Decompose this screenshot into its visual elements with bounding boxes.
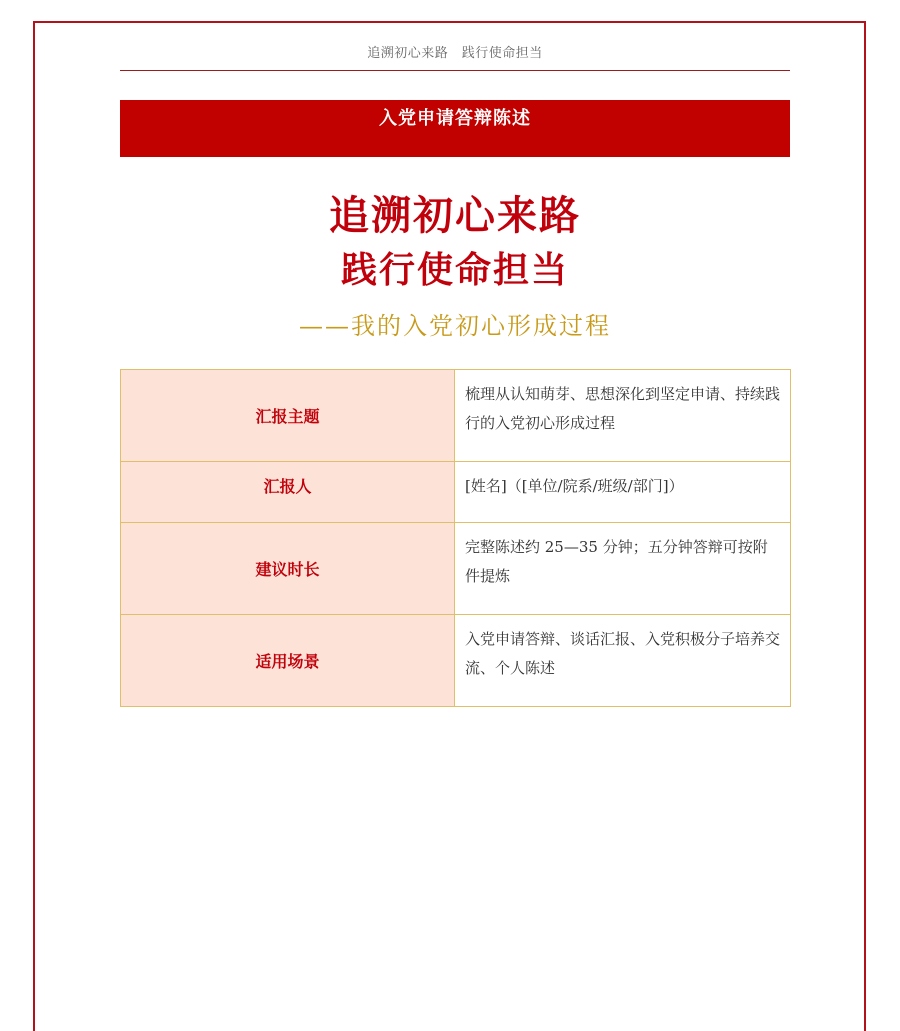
running-header: 追溯初心来路 践行使命担当 — [367, 46, 543, 61]
banner-title: 入党申请答辩陈述 — [379, 108, 531, 129]
header-rule — [120, 70, 790, 71]
page-title-line-1: 追溯初心来路 — [329, 193, 581, 239]
info-table — [120, 369, 791, 707]
table-row — [121, 523, 791, 615]
page-title-line-2: 践行使命担当 — [340, 250, 569, 291]
banner — [120, 100, 790, 157]
row-label: 适用场景 — [121, 615, 455, 707]
row-value: 完整陈述约 25—35 分钟；五分钟答辩可按附件提炼 — [455, 523, 791, 615]
row-label: 建议时长 — [121, 523, 455, 615]
row-label: 汇报人 — [121, 462, 455, 523]
page-subtitle: ——我的入党初心形成过程 — [299, 312, 611, 340]
table-row — [121, 615, 791, 707]
row-value: 入党申请答辩、谈话汇报、入党积极分子培养交流、个人陈述 — [455, 615, 791, 707]
table-row — [121, 462, 791, 523]
row-label: 汇报主题 — [121, 370, 455, 462]
table-row — [121, 370, 791, 462]
row-value: 梳理从认知萌芽、思想深化到坚定申请、持续践行的入党初心形成过程 — [455, 370, 791, 462]
row-value: [姓名]（[单位/院系/班级/部门]） — [455, 462, 791, 523]
